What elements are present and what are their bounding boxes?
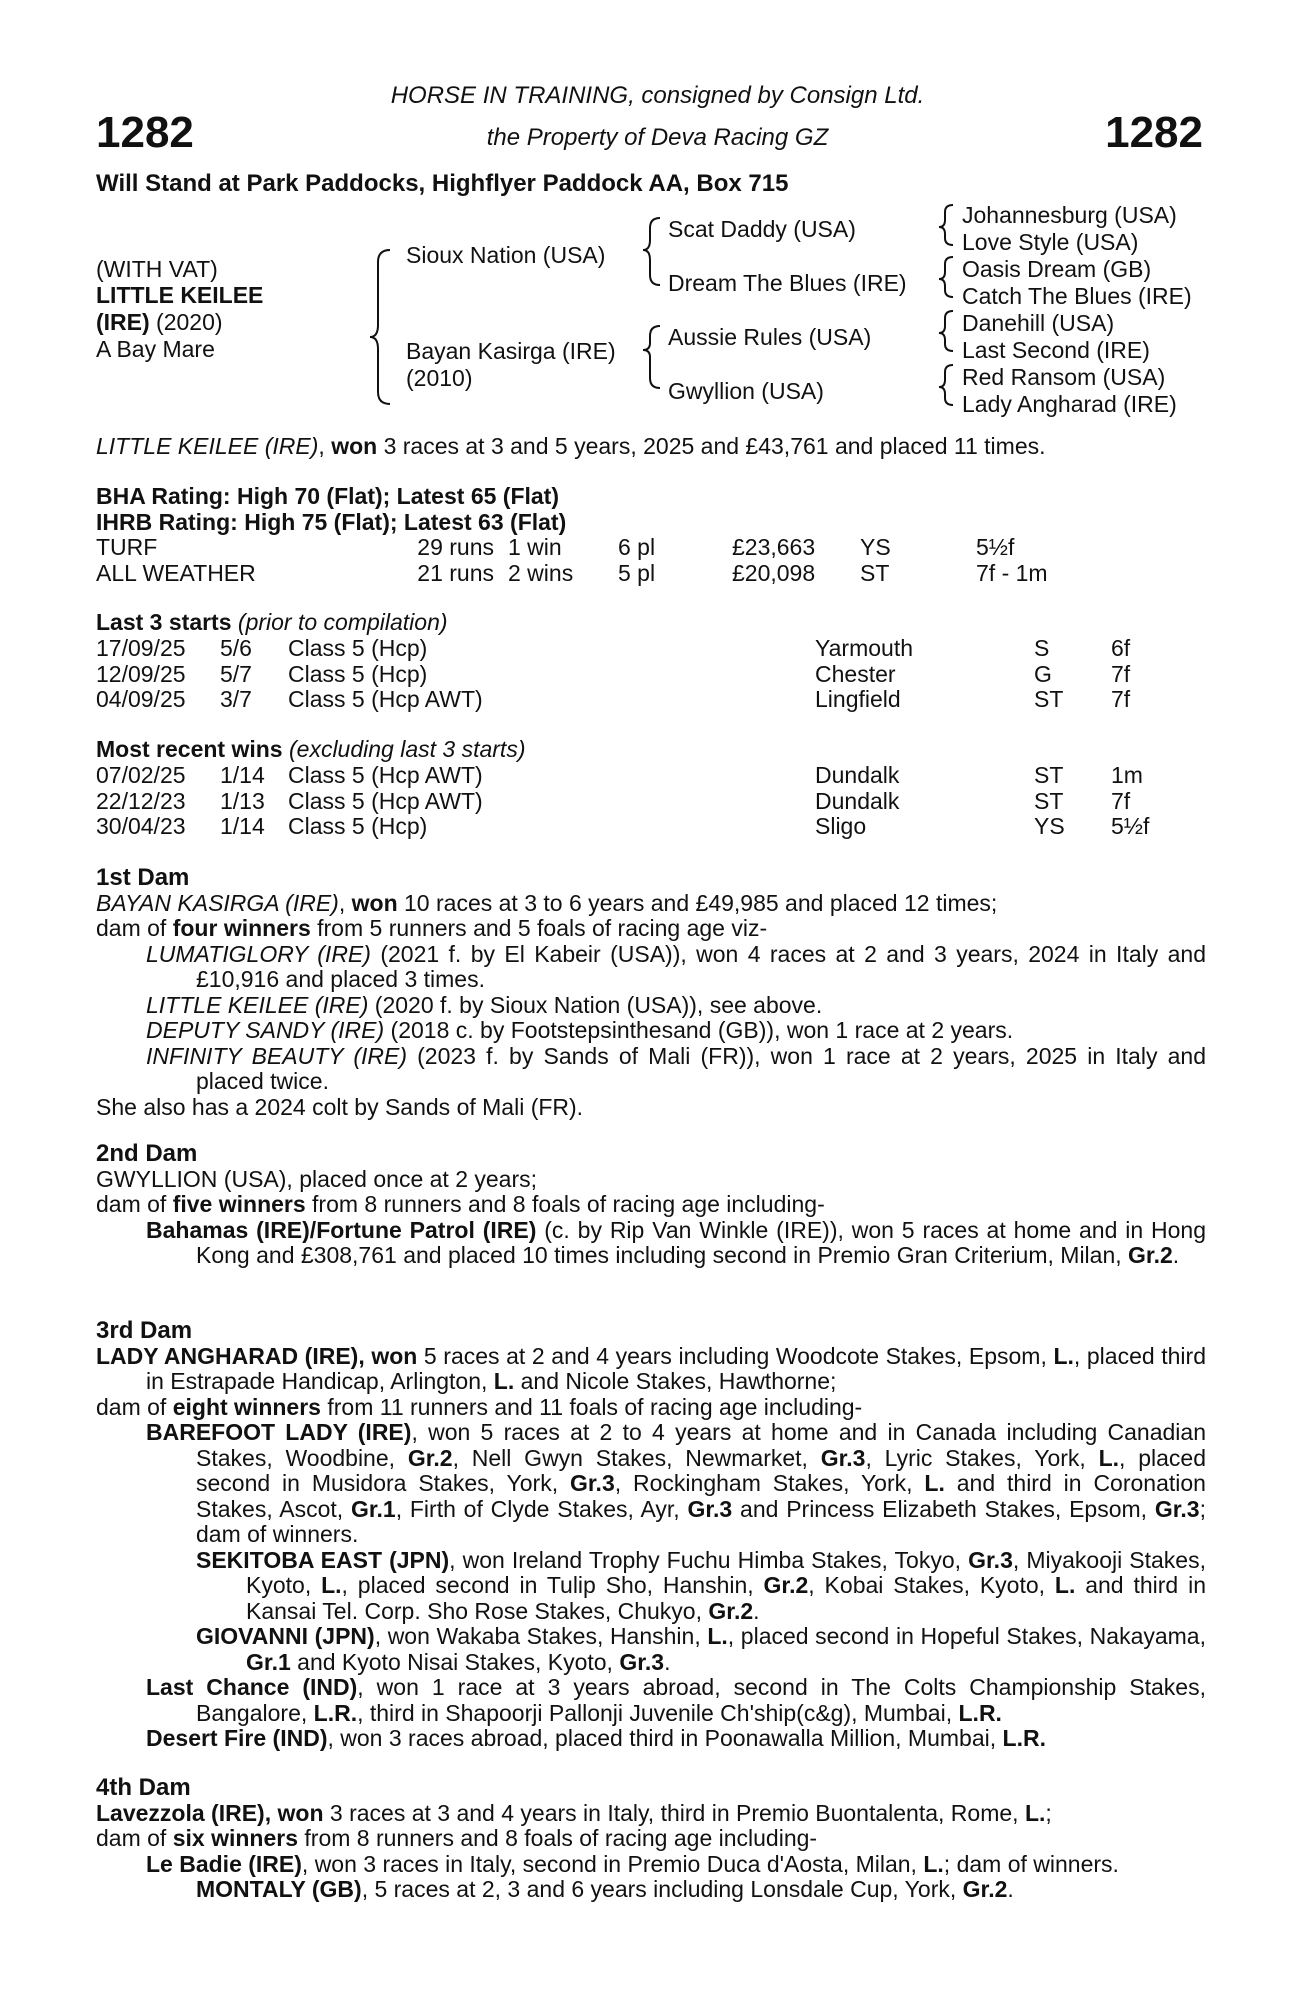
surface-wins: 1 win: [508, 534, 562, 560]
brace-ds: [939, 311, 953, 351]
produce-entry: LUMATIGLORY (IRE) (2021 f. by El Kabeir (USA)), won 4 races at 2 and 3 years, 2024 in Italy and £10,916 and placed 3 times.: [146, 940, 1206, 992]
run-going: ST: [1034, 762, 1064, 788]
summary-text: 3 races at 3 and 5 years, 2025 and £43,761 and placed 11 times.: [377, 433, 1046, 459]
sire-dam-sire: Oasis Dream (GB): [962, 256, 1152, 282]
surface-placed: 6 pl: [618, 534, 656, 560]
first-dam-heading: 1st Dam: [96, 864, 190, 891]
table-row: [96, 662, 1130, 688]
run-date: 12/09/25: [96, 660, 186, 687]
dam-sire: Aussie Rules (USA): [668, 324, 872, 350]
brace-main: [370, 250, 390, 404]
run-distance: 7f: [1111, 660, 1131, 687]
table-row: [96, 687, 1130, 713]
run-race: Class 5 (Hcp): [288, 660, 428, 687]
run-course: Sligo: [815, 813, 867, 839]
vat-label: (WITH VAT): [96, 256, 218, 282]
run-going: YS: [1034, 813, 1065, 839]
dam-dam-sire: Red Ransom (USA): [962, 364, 1166, 390]
run-going: G: [1034, 660, 1052, 687]
run-distance: 6f: [1111, 635, 1131, 661]
run-position: 1/13: [220, 787, 265, 814]
produce-entry: INFINITY BEAUTY (IRE) (2023 f. by Sands of Mali (FR)), won 1 race at 2 years, 2025 in Italy and placed twice.: [146, 1042, 1206, 1094]
sire-dam-dam: Catch The Blues (IRE): [962, 283, 1192, 309]
run-race: Class 5 (Hcp): [288, 635, 428, 661]
produce-entry: LITTLE KEILEE (IRE) (2020 f. by Sioux Nation (USA)), see above.: [146, 991, 823, 1018]
third-dam-produce-summary: dam of eight winners from 11 runners and 11 foals of racing age including-: [96, 1393, 863, 1420]
surface-placed: 5 pl: [618, 559, 656, 586]
table-row: [96, 814, 1149, 840]
run-date: 30/04/23: [96, 813, 186, 839]
fourth-dam-heading: 4th Dam: [96, 1774, 191, 1801]
sire-sire: Scat Daddy (USA): [668, 216, 856, 242]
run-position: 5/6: [220, 635, 252, 661]
summary-horse: LITTLE KEILEE (IRE): [96, 433, 319, 459]
surface-runs: 29 runs: [417, 534, 494, 560]
surface-runs: 21 runs: [417, 559, 494, 586]
ihrb-rating: IHRB Rating: High 75 (Flat); Latest 63 (Flat): [96, 509, 567, 535]
last-starts-heading: Last 3 starts (prior to compilation): [96, 609, 448, 635]
surface-money: £20,098: [732, 559, 816, 586]
surface-distance: 7f - 1m: [976, 559, 1048, 586]
first-dam-produce-summary: dam of four winners from 5 runners and 5 foals of racing age viz-: [96, 915, 768, 941]
produce-entry: DEPUTY SANDY (IRE) (2018 c. by Footstepsinthesand (GB)), won 1 race at 2 years.: [146, 1017, 1014, 1043]
surface-going: ST: [860, 559, 890, 586]
third-dam-section: [96, 1318, 1206, 1752]
run-course: Dundalk: [815, 762, 900, 788]
brace-dam: [643, 326, 660, 388]
table-row: [96, 789, 1149, 815]
first-dam-footer: She also has a 2024 colt by Sands of Mali (FR).: [96, 1093, 584, 1120]
sire-sire-dam: Love Style (USA): [962, 229, 1139, 255]
run-distance: 7f: [1111, 686, 1131, 712]
dam-sire-sire: Danehill (USA): [962, 310, 1115, 336]
recent-wins-heading: Most recent wins (excluding last 3 starts): [96, 736, 526, 762]
run-position: 1/14: [220, 762, 265, 788]
produce-entry: Le Badie (IRE), won 3 races in Italy, second in Premio Duca d'Aosta, Milan, L.; dam of winners.: [146, 1850, 1119, 1877]
recent-wins-table: [96, 763, 1149, 840]
second-dam-heading: 2nd Dam: [96, 1140, 198, 1167]
produce-entry: Bahamas (IRE)/Fortune Patrol (IRE) (c. by Rip Van Winkle (IRE)), won 5 races at home and in Hong Kong and £308,761 and placed 10 times including second in Premio Gran Criterium, Milan, Gr.2.: [146, 1216, 1207, 1268]
dam-dam: Gwyllion (USA): [668, 378, 824, 404]
run-course: Yarmouth: [815, 635, 914, 661]
lot-number-left: 1282: [96, 108, 194, 157]
produce-entry: GIOVANNI (JPN), won Wakaba Stakes, Hanshin, L., placed second in Hopeful Stakes, Nakayama, Gr.1 and Kyoto Nisai Stakes, Kyoto, Gr.3.: [196, 1623, 1206, 1675]
dam-year: (2010): [406, 365, 473, 391]
horse-name: LITTLE KEILEE: [96, 282, 264, 308]
sire-dam: Dream The Blues (IRE): [668, 270, 907, 296]
run-distance: 5½f: [1111, 813, 1150, 839]
table-row: [96, 636, 1130, 662]
run-race: Class 5 (Hcp): [288, 813, 428, 839]
run-distance: 7f: [1111, 787, 1131, 814]
run-race: Class 5 (Hcp AWT): [288, 686, 483, 712]
surface-wins: 2 wins: [508, 559, 574, 586]
fourth-dam-section: [96, 1775, 1206, 1903]
fourth-dam-produce-summary: dam of six winners from 8 runners and 8 foals of racing age including-: [96, 1825, 818, 1851]
bha-rating: BHA Rating: High 70 (Flat); Latest 65 (Flat): [96, 483, 559, 509]
property-line: the Property of Deva Racing GZ: [486, 124, 829, 151]
table-row: [96, 763, 1149, 789]
run-date: 17/09/25: [96, 635, 186, 661]
run-date: 22/12/23: [96, 787, 186, 814]
run-course: Lingfield: [815, 686, 901, 712]
produce-entry: BAREFOOT LADY (IRE), won 5 races at 2 to 4 years at home and in Canada including Canadian Stakes, Woodbine, Gr.2, Nell Gwyn Stakes, Newmarket, Gr.3, Lyric Stakes, York, L., placed second in Musidora Stakes, York, Gr.3, Rockingham Stakes, York, L. and third in Coronation Stakes, Ascot, Gr.1, Firth of Clyde Stakes, Ayr, Gr.3 and Princess Elizabeth Stakes, Epsom, Gr.3; dam of winners.: [146, 1419, 1206, 1547]
produce-entry: MONTALY (GB), 5 races at 2, 3 and 6 years including Lonsdale Cup, York, Gr.2.: [196, 1876, 1014, 1902]
surface-name: TURF: [96, 534, 158, 560]
run-going: ST: [1034, 686, 1064, 712]
surface-records: [96, 535, 1048, 586]
run-position: 3/7: [220, 686, 252, 712]
produce-entry: Last Chance (IND), won 1 race at 3 years abroad, second in The Colts Championship Stakes, Bangalore, L.R., third in Shapoorji Pallonji Juvenile Ch'ship(c&g), Mumbai, L.R.: [146, 1674, 1206, 1726]
brace-sire: [643, 218, 660, 285]
run-position: 5/7: [220, 660, 252, 687]
brace-sd: [939, 257, 953, 297]
run-race: Class 5 (Hcp AWT): [288, 787, 483, 814]
table-row: [96, 535, 1048, 561]
third-dam-heading: 3rd Dam: [96, 1317, 193, 1344]
run-race: Class 5 (Hcp AWT): [288, 762, 483, 788]
sire-sire-sire: Johannesburg (USA): [962, 202, 1177, 228]
race-summary: LITTLE KEILEE (IRE), won 3 races at 3 and 5 years, 2025 and £43,761 and placed 11 times.: [96, 433, 1046, 459]
run-course: Chester: [815, 660, 896, 687]
horse-year: (2020): [149, 309, 223, 335]
third-dam-record: LADY ANGHARAD (IRE), won 5 races at 2 and 4 years including Woodcote Stakes, Epsom, L., placed third in Estrapade Handicap, Arlington, L. and Nicole Stakes, Hawthorne;: [96, 1342, 1206, 1394]
run-going: S: [1034, 635, 1050, 661]
table-row: [96, 561, 1048, 587]
second-dam-produce-summary: dam of five winners from 8 runners and 8 foals of racing age including-: [96, 1191, 825, 1217]
surface-money: £23,663: [732, 534, 816, 560]
consignment-line: HORSE IN TRAINING, consigned by Consign Ltd.: [390, 82, 925, 109]
run-date: 07/02/25: [96, 762, 186, 788]
produce-entry: SEKITOBA EAST (JPN), won Ireland Trophy Fuchu Himba Stakes, Tokyo, Gr.3, Miyakooji Stakes, Kyoto, L., placed second in Tulip Sho, Hanshin, Gr.2, Kobai Stakes, Kyoto, L. and third in Kansai Tel. Corp. Sho Rose Stakes, Chukyo, Gr.2.: [196, 1546, 1206, 1624]
brace-ss: [939, 205, 953, 245]
summary-won: won: [331, 433, 378, 459]
surface-distance: 5½f: [976, 534, 1015, 560]
surface-going: YS: [860, 534, 891, 560]
run-course: Dundalk: [815, 787, 900, 814]
horse-description: A Bay Mare: [96, 336, 215, 362]
surface-name: ALL WEATHER: [96, 559, 256, 586]
run-date: 04/09/25: [96, 686, 186, 712]
dam-name: Bayan Kasirga (IRE): [406, 338, 616, 364]
dam-dam-dam: Lady Angharad (IRE): [962, 391, 1177, 417]
brace-dd: [939, 365, 953, 405]
horse-country: (IRE): [96, 309, 150, 335]
stand-location: Will Stand at Park Paddocks, Highflyer Paddock AA, Box 715: [96, 170, 789, 197]
run-going: ST: [1034, 787, 1064, 814]
second-dam-record: GWYLLION (USA), placed once at 2 years;: [96, 1165, 538, 1192]
fourth-dam-record: Lavezzola (IRE), won 3 races at 3 and 4 years in Italy, third in Premio Buontalenta, Rome, L.;: [96, 1799, 1052, 1826]
sire-name: Sioux Nation (USA): [406, 242, 606, 268]
run-distance: 1m: [1111, 762, 1143, 788]
last-starts-table: [96, 636, 1130, 713]
run-position: 1/14: [220, 813, 265, 839]
dam-sire-dam: Last Second (IRE): [962, 337, 1150, 363]
lot-number-right: 1282: [1105, 108, 1203, 157]
first-dam-section: [96, 865, 1206, 1120]
first-dam-record: BAYAN KASIRGA (IRE), won 10 races at 3 to 6 years and £49,985 and placed 12 times;: [96, 889, 998, 916]
produce-entry: Desert Fire (IND), won 3 races abroad, placed third in Poonawalla Million, Mumbai, L.R.: [146, 1725, 1046, 1751]
second-dam-section: [96, 1141, 1206, 1269]
